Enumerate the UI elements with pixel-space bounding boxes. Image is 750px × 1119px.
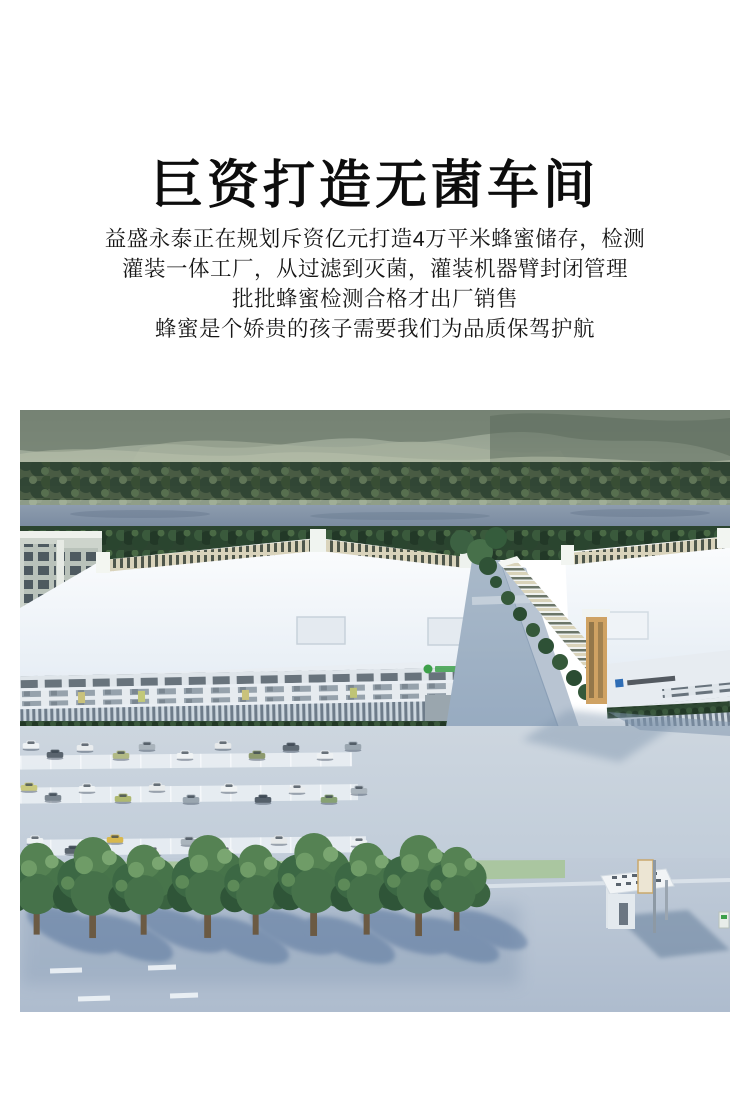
- intro-line: 灌装一体工厂，从过滤到灭菌，灌装机器臂封闭管理: [121, 257, 628, 281]
- intro-line: 蜂蜜是个娇贵的孩子需要我们为品质保驾护航: [154, 317, 595, 341]
- intro-line: 益盛永泰正在规划斥资亿元打造4万平米蜂蜜储存，检测: [104, 227, 646, 251]
- parapet-post: [310, 529, 326, 552]
- roadside-sign: [719, 912, 729, 928]
- factory-render-image: [20, 410, 730, 1012]
- corner-tower-cap: [582, 609, 610, 617]
- page-title: 巨资打造无菌车间: [150, 156, 599, 215]
- intro-paragraph: [0, 224, 750, 344]
- far-tree-line: [20, 462, 730, 508]
- left-factory-building: [20, 529, 486, 734]
- street-trees: [20, 833, 490, 938]
- intro-line: 批批蜂蜜检测合格才出厂销售: [231, 287, 518, 311]
- parapet-post: [561, 545, 574, 565]
- parapet-post: [96, 552, 110, 573]
- right-sign-logo: [615, 679, 624, 688]
- rooftop-structure: [297, 617, 345, 644]
- gate-sign-panel: [638, 860, 653, 893]
- parapet-post: [717, 528, 730, 548]
